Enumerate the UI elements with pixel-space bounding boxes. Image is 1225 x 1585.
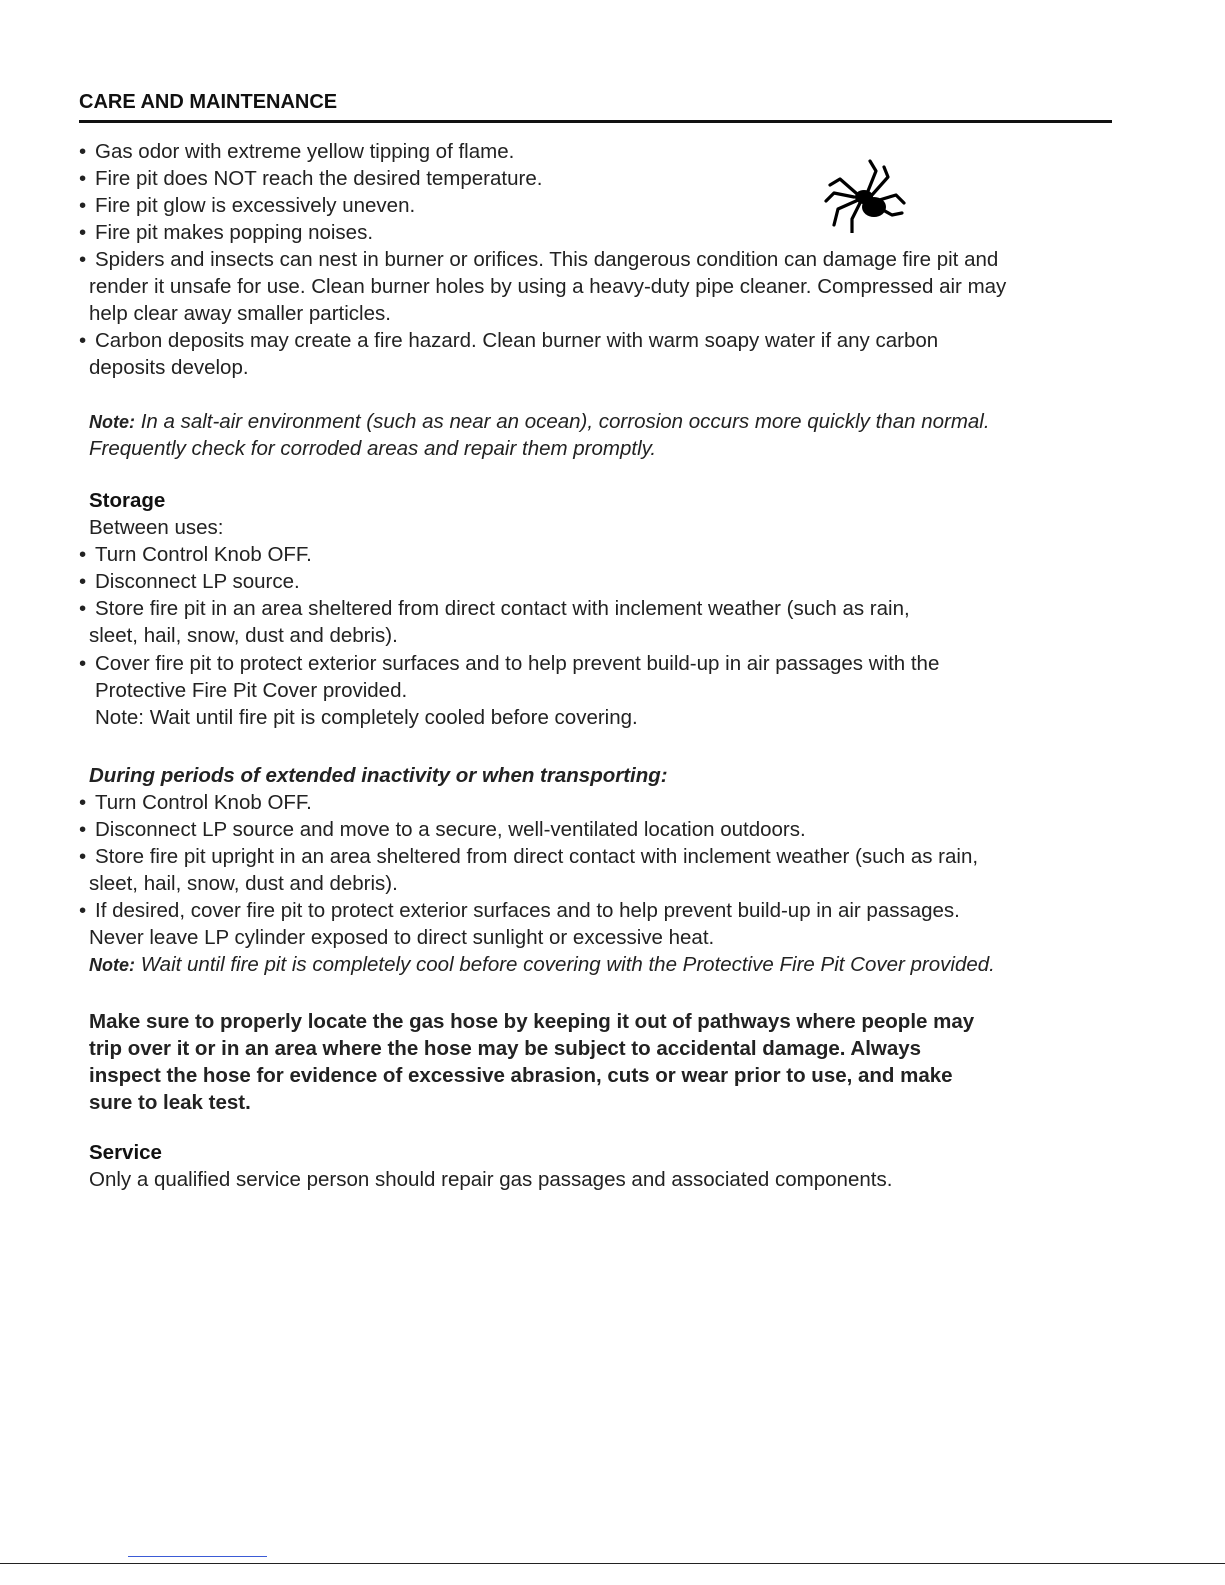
inactivity-upright-line-2: sleet, hail, snow, dust and debris). [89, 872, 398, 895]
bullet-spiders: • Spiders and insects can nest in burner or orifices. This dangerous condition can damage fire pit and [79, 246, 998, 273]
inactivity-note [89, 951, 995, 979]
bullet-temperature: • Fire pit does NOT reach the desired temperature. [79, 165, 542, 192]
inactivity-bullet-cover: • If desired, cover fire pit to protect exterior surfaces and to help prevent build-up in air passages. [79, 897, 960, 924]
inactivity-cover-line-2: Never leave LP cylinder exposed to direct sunlight or excessive heat. [89, 926, 715, 949]
storage-intro: Between uses: [89, 516, 224, 539]
service-heading: Service [89, 1141, 162, 1164]
spiders-line-2: render it unsafe for use. Clean burner holes by using a heavy-duty pipe cleaner. Compressed air may [89, 275, 1007, 298]
bullet-uneven-glow: • Fire pit glow is excessively uneven. [79, 192, 415, 219]
inactivity-note-text: Wait until fire pit is completely cool before covering with the Protective Fire Pit Cover provided. [135, 953, 995, 976]
storage-note: Note: Wait until fire pit is completely cooled before covering. [95, 706, 638, 729]
hose-warning-line-1: Make sure to properly locate the gas hose by keeping it out of pathways where people may [89, 1010, 975, 1033]
spider-icon [818, 155, 906, 233]
title-rule [79, 120, 1112, 123]
bullet-popping: • Fire pit makes popping noises. [79, 219, 373, 246]
salt-note-line-2: Frequently check for corroded areas and repair them promptly. [89, 437, 657, 460]
inactivity-bullet-disconnect: • Disconnect LP source and move to a secure, well-ventilated location outdoors. [79, 816, 806, 843]
inactivity-bullet-knob: • Turn Control Knob OFF. [79, 789, 312, 816]
footer-link-rule [128, 1556, 267, 1557]
storage-bullet-cover: • Cover fire pit to protect exterior surfaces and to help prevent build-up in air passages with the [79, 650, 939, 677]
spiders-line-3: help clear away smaller particles. [89, 302, 391, 325]
note-label: Note: [89, 412, 135, 432]
section-title: CARE AND MAINTENANCE [79, 91, 338, 113]
hose-warning-line-2: trip over it or in an area where the hose may be subject to accidental damage. Always [89, 1037, 922, 1060]
service-text: Only a qualified service person should repair gas passages and associated components. [89, 1168, 893, 1191]
inactivity-bullet-upright: • Store fire pit upright in an area sheltered from direct contact with inclement weather (such as rain, [79, 843, 978, 870]
storage-shelter-line-2: sleet, hail, snow, dust and debris). [89, 624, 398, 647]
salt-air-note [89, 408, 990, 436]
storage-heading: Storage [89, 489, 166, 512]
storage-cover-line-2: Protective Fire Pit Cover provided. [95, 679, 408, 702]
hose-warning-line-3: inspect the hose for evidence of excessive abrasion, cuts or wear prior to use, and make [89, 1064, 953, 1087]
page-bottom-rule [0, 1563, 1225, 1564]
carbon-line-2: deposits develop. [89, 356, 249, 379]
salt-note-text: In a salt-air environment (such as near an ocean), corrosion occurs more quickly than normal. [135, 410, 990, 433]
storage-bullet-knob: • Turn Control Knob OFF. [79, 541, 312, 568]
bullet-gas-odor: • Gas odor with extreme yellow tipping of flame. [79, 138, 514, 165]
hose-warning-line-4: sure to leak test. [89, 1091, 251, 1114]
storage-bullet-shelter: • Store fire pit in an area sheltered from direct contact with inclement weather (such as rain, [79, 595, 910, 622]
inactivity-note-label: Note: [89, 955, 135, 975]
inactivity-heading: During periods of extended inactivity or when transporting: [89, 764, 668, 787]
bullet-carbon: • Carbon deposits may create a fire hazard. Clean burner with warm soapy water if any carbon [79, 327, 938, 354]
storage-bullet-disconnect: • Disconnect LP source. [79, 568, 300, 595]
